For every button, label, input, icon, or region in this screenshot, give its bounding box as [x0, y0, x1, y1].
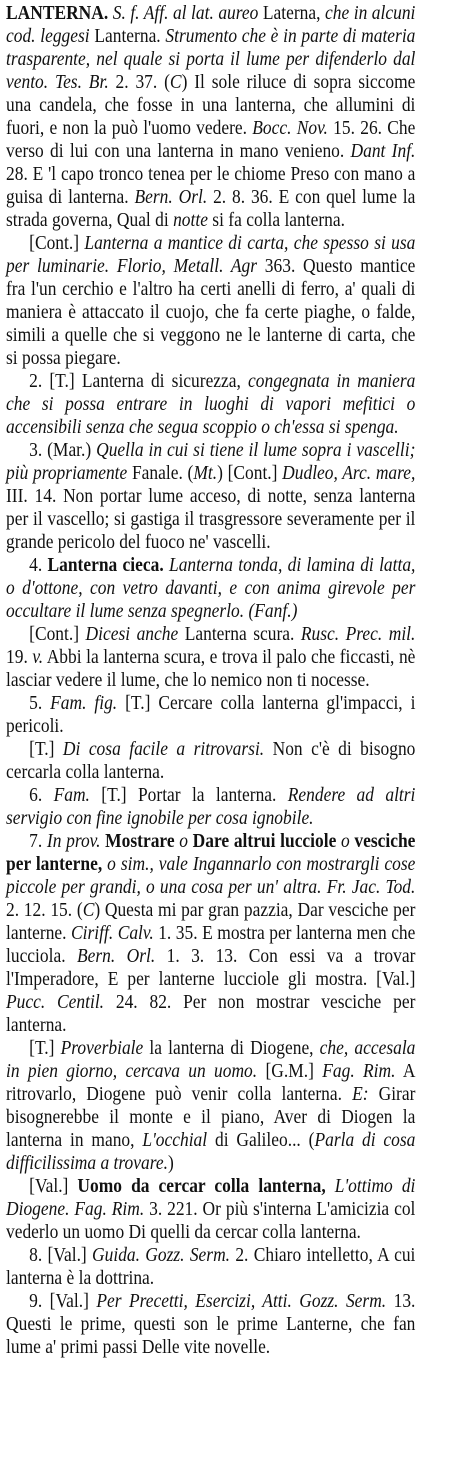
italic-text: o sim., vale Ingannarlo con mostrargli cose piccole per grandi, o una cosa per un' altra. Fr. Jac. Tod. [6, 854, 416, 898]
italic-text: Dant Inf. [350, 141, 416, 162]
entry-text [326, 1176, 335, 1197]
entry-text: 19. [6, 647, 33, 668]
italic-text: o [336, 831, 355, 852]
italic-text: E: [352, 1084, 369, 1105]
dictionary-entry [6, 232, 415, 370]
italic-text: Pucc. Centil. [6, 992, 105, 1013]
dictionary-entry [6, 439, 415, 554]
entry-text: Non c'è di bisogno cercarla colla lanterna. [6, 739, 416, 783]
entry-text: la lanterna di Diogene, [143, 1038, 320, 1059]
entry-text: ) Il sole riluce di sopra siccome una candela, che fosse in una lanterna, che allumini di fuori, e non la può l'uomo vedere. [6, 72, 416, 139]
italic-text: Proverbiale [60, 1038, 144, 1059]
dictionary-entry [6, 2, 415, 232]
italic-text: Lanterna tonda, di lamina di latta, o d'ottone, con vetro davanti, e con anima girevole per occultare il lume senza spegnerlo. (Fanf.) [6, 555, 416, 622]
entry-text: 1. 35. E mostra per lanterna men che lucciola. [6, 923, 416, 967]
italic-text: congegnata in maniera che si possa entrare in luoghi di vapori mefitici o accensibili senza che segua scoppio o ch'essa si spenga. [6, 371, 416, 438]
headword-text: LANTERNA. [6, 3, 109, 24]
entry-text: [Val.] [29, 1176, 78, 1197]
dictionary-entry [6, 784, 415, 830]
italic-text: Ciriff. Calv. [71, 923, 154, 944]
italic-text: Bern. Orl. [134, 187, 208, 208]
headword-text: Mostrare [105, 831, 175, 852]
entry-text: 13. Questi le prime, questi son le prime Lanterne, che fan lume a' primi passi Delle vite novelle. [6, 1291, 416, 1358]
entry-text: ) [Cont.] [217, 463, 283, 484]
italic-text: Dicesi anche [85, 624, 179, 645]
italic-text: L'occhial [142, 1130, 208, 1151]
dictionary-entry [6, 1037, 415, 1175]
italic-text: Dudleo, Arc. mare, [282, 463, 416, 484]
entry-text: 2. [T.] Lanterna di sicurezza, [29, 371, 249, 392]
entry-text: 24. 82. Per non mostrar vesciche per lanterna. [6, 992, 416, 1036]
italic-text: Lanterna a mantice di carta, che spesso si usa per luminarie. Florio, Metall. Agr [6, 233, 416, 277]
dictionary-page [6, 2, 415, 1359]
entry-text: [Cont.] [29, 233, 85, 254]
entry-text: ) [167, 1153, 174, 1174]
entry-text: 3. 221. Or più s'interna L'amicizia col vederlo un uomo Di quelli da cercar colla lanterna. [6, 1199, 416, 1243]
dictionary-entry [6, 1244, 415, 1290]
italic-text: C [82, 900, 95, 921]
entry-text: [T.] [29, 739, 63, 760]
italic-text: Rendere ad altri servigio con fine ignobile per cosa ignobile. [6, 785, 416, 829]
entry-text: 9. [Val.] [29, 1291, 97, 1312]
entry-text: 4. [29, 555, 48, 576]
entry-text: ) Questa mi par gran pazzia, Dar vesciche per lanterne. [6, 900, 416, 944]
italic-text: Mt. [193, 463, 218, 484]
italic-text: Bocc. Nov. [252, 118, 328, 139]
entry-text: 15. 26. Che verso di lui con una lanterna in mano venieno. [6, 118, 416, 162]
entry-text: di Galileo... ( [207, 1130, 315, 1151]
italic-text: Strumento che è in parte di materia trasparente, nel quale si porta il lume per difenderlo dal vento. Tes. Br. [6, 26, 416, 93]
italic-text: che in alcuni cod. leggesi [6, 3, 416, 47]
italic-text: Rusc. Prec. mil. [300, 624, 416, 645]
italic-text: o [174, 831, 193, 852]
italic-text: Quella in cui si tiene il lume sopra i vascelli; più propriamente [6, 440, 416, 484]
headword-text: vesciche per lanterne, [6, 831, 416, 875]
italic-text: notte [173, 210, 208, 231]
entry-text: [T.] Cercare colla lanterna gl'impacci, i pericoli. [6, 693, 416, 737]
dictionary-entry [6, 1290, 415, 1359]
italic-text: Bern. Orl. [76, 946, 156, 967]
italic-text: Guida. Gozz. Serm. [92, 1245, 231, 1266]
italic-text: L'ottimo di Diogene. Fag. Rim. [6, 1176, 416, 1220]
entry-text: Girar bisognerebbe il monte e il piano, Aver di Diogen la lanterna in mano, [6, 1084, 416, 1151]
entry-text: 2. Chiaro intelletto, A cui lanterna è la dottrina. [6, 1245, 416, 1289]
entry-text: A ritrovarlo, Diogene può venir colla lanterna. [6, 1061, 416, 1105]
entry-text: [G.M.] [257, 1061, 323, 1082]
italic-text: Fam. [53, 785, 90, 806]
entry-text: [T.] Portar la lanterna. [89, 785, 288, 806]
entry-text: 2. 37. ( [108, 72, 170, 93]
dictionary-entry [6, 370, 415, 439]
entry-text: [Cont.] [29, 624, 86, 645]
italic-text: Per Precetti, Esercizi, Atti. Gozz. Serm. [96, 1291, 387, 1312]
dictionary-entry [6, 554, 415, 623]
entry-text: 2. 12. 15. ( [6, 900, 83, 921]
entry-text: Fanale. ( [127, 463, 194, 484]
entry-text: Laterna, [258, 3, 326, 24]
headword-text: Dare altrui lucciole [192, 831, 337, 852]
dictionary-entry [6, 1175, 415, 1244]
italic-text: Fag. Rim. [322, 1061, 396, 1082]
entry-text: si fa colla lanterna. [207, 210, 345, 231]
italic-text: v. [32, 647, 44, 668]
italic-text: Parla di cosa difficilissima a trovare. [6, 1130, 416, 1174]
entry-text: 363. Questo mantice fra l'un cerchio e l'altro ha certi anelli di ferro, a' quali di maniera è attaccato il cuojo, che fa certe piaghe, o falde, simili a quelle che si veggono ne le lanterne di carta, che si possa piegare. [6, 256, 416, 369]
headword-text: Lanterna cieca. [47, 555, 164, 576]
italic-text: In prov. [46, 831, 101, 852]
dictionary-entry [6, 830, 415, 1037]
dictionary-entry [6, 623, 415, 692]
dictionary-entry [6, 738, 415, 784]
entry-text: Abbi la lanterna scura, e trova il palo che ficcasti, nè lasciar vedere il lume, che lo nemico non ti nocesse. [6, 647, 416, 691]
entry-text: III. 14. Non portar lume acceso, di notte, senza lanterna per il vascello; si gastiga il trasgressore severamente per il grande pericolo del fuoco ne' vascelli. [6, 486, 416, 553]
entry-text: [T.] [29, 1038, 61, 1059]
dictionary-entry [6, 692, 415, 738]
italic-text: C [169, 72, 182, 93]
entry-text: Lanterna scura. [178, 624, 301, 645]
entry-text: 6. [29, 785, 54, 806]
entry-text: 28. E 'l capo tronco tenea per le chiome Preso con mano a guisa di lanterna. [6, 164, 416, 208]
italic-text: che, accesala in pien giorno, cercava un uomo. [6, 1038, 416, 1082]
italic-text: S. f. Aff. al lat. aureo [112, 3, 259, 24]
entry-text: 1. 3. 13. Con essi va a trovar l'Imperadore, E per lanterne lucciole gli mostra. [Val.] [6, 946, 416, 990]
entry-text: 7. [29, 831, 47, 852]
italic-text: Di cosa facile a ritrovarsi. [62, 739, 265, 760]
entry-text: Lanterna. [89, 26, 166, 47]
entry-text: 2. 8. 36. E con quel lume la strada governa, Qual di [6, 187, 416, 231]
italic-text: Fam. fig. [50, 693, 118, 714]
entry-text: 8. [Val.] [29, 1245, 93, 1266]
headword-text: Uomo da cercar colla lanterna, [77, 1176, 326, 1197]
entry-text: 3. (Mar.) [29, 440, 97, 461]
entry-text: 5. [29, 693, 51, 714]
